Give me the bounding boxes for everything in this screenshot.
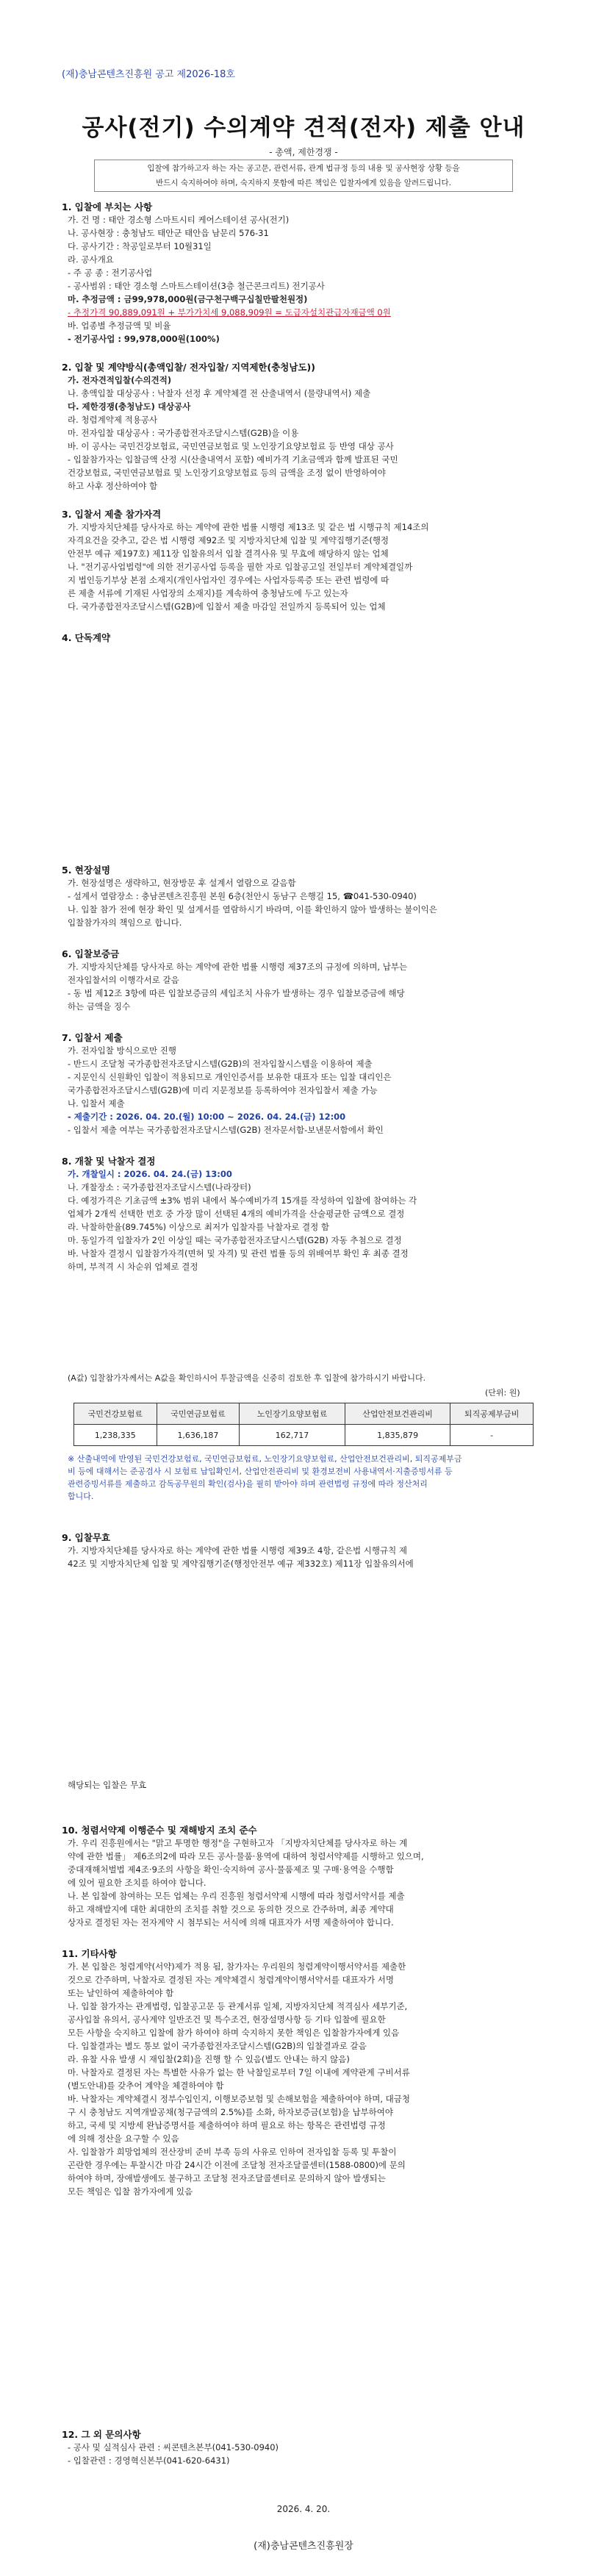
s7-item: - 반드시 조달청 국가종합전자조달시스템(G2B)의 전자입찰시스템을 이용하여 제출 [68,1059,373,1069]
section-3-heading: 3. 입찰서 제출 참가자격 [62,509,162,520]
fee-caution: ※ 산출내역에 반영된 국민건강보험료, 국민연금보험료, 노인장기요양보험료, 산업안전보건관리비, 퇴직공제부금 [68,1454,462,1464]
s1-item: 라. 공사개요 [68,254,114,265]
notice-box-line: 입찰에 참가하고자 하는 자는 공고문, 관련서류, 관계 법규정 등의 내용 및 공사현장 상황 등을 [147,164,460,173]
s5-item: - 설계서 열람장소 : 충남콘텐츠진흥원 본원 6층(천안시 동남구 은행길 15, ☎041-530-0940) [68,891,417,901]
s11-item: 모든 사항을 숙지하고 입찰에 참가 하여야 하며 숙지하지 못한 책임은 입찰참가자에게 있음 [68,2028,400,2038]
s8-item: 라. 낙찰하한율(89.745%) 이상으로 최저가 입찰자를 낙찰자로 결정 함 [68,1222,329,1232]
table-header-cell: 퇴직공제부금비 [450,1403,534,1425]
s5-item: 가. 현장설명은 생략하고, 현장방문 후 설계서 열람으로 갈음함 [68,878,296,888]
notice-number: (재)충남콘텐츠진흥원 공고 제2026-18호 [62,69,235,80]
s2-item: 마. 전자입찰 대상공사 : 국가종합전자조달시스템(G2B)을 이용 [68,428,299,438]
s1-item: 가. 건 명 : 태안 경소형 스마트시티 케어스테이션 공사(전기) [68,215,290,225]
s8-item: 마. 동일가격 입찰자가 2인 이상일 때는 국가종합전자조달시스템(G2B) 자동 추첨으로 결정 [68,1235,402,1245]
s2-item: 다. 제한경쟁(충청남도) 대상공사 [68,401,191,412]
table-header-cell: 노인장기요양보험료 [240,1403,345,1425]
s11-item: 또는 날인하여 제출하여야 함 [68,1988,174,1998]
s6-item: 가. 지방자치단체를 당사자로 하는 계약에 관한 법률 시행령 제37조의 규정에 의하며, 납부는 [68,962,408,972]
unit-label: (단위: 원) [485,1388,520,1398]
s9-item: 해당되는 입찰은 무효 [68,1780,147,1790]
s10-item: 약에 관한 법률」 제6조의2에 따라 모든 공사·물품·용역에 대하여 청렴서약제를 시행하고 있으며, [68,1851,424,1861]
s12-item: - 공사 및 실적심사 관련 : 씨콘텐츠본부(041-530-0940) [68,2442,279,2452]
s10-item: 나. 본 입찰에 참여하는 모든 업체는 우리 진흥원 청렴서약제 시행에 따라 청렴서약서를 제출 [68,1891,405,1901]
s6-item: - 동 법 제12조 3항에 따른 입찰보증금의 세입조치 사유가 발생하는 경우 입찰보증금에 해당 [68,988,405,998]
s2-item: 하고 사후 정산하여야 함 [68,481,158,491]
s10-item: 중대재해처벌법 제4조·9조의 사항을 확인·숙지하여 공사·물품제조 및 구매·용역을 수행함 [68,1864,394,1875]
table-cell: 1,636,187 [157,1425,240,1446]
s2-item: 바. 이 공사는 국민건강보험료, 국민연금보험료 및 노인장기요양보험료 등 반영 대상 공사 [68,441,394,451]
estimate-amount: 마. 추정금액 : 금99,978,000원(금구천구백구십칠만팔천원정) [68,294,308,304]
s1-item: 바. 업종별 추정금액 및 비율 [68,321,171,331]
s8-item: 나. 개찰장소 : 국가종합전자조달시스템(나라장터) [68,1182,251,1192]
s2-item: 건강보험료, 국민연금보험료 및 노인장기요양보험료 등의 금액을 조정 없이 반영하여야 [68,468,386,478]
s10-item: 가. 우리 진흥원에서는 "맑고 투명한 행정"을 구현하고자 「지방자치단체를 당사자로 하는 계 [68,1838,408,1848]
page-title: 공사(전기) 수의계약 견적(전자) 제출 안내 [82,115,525,141]
s2-item: 가. 전자견적입찰(수의견적) [68,375,172,385]
table-cell: 1,238,335 [74,1425,157,1446]
s1-item: - 공사범위 : 태안 경소형 스마트스테이션(3층 철근콘크리트) 전기공사 [68,281,325,291]
s10-item: 하고 재해발지에 대한 최대한의 조치를 취할 것으로 동의한 것으로 간주하며, 최종 계약대 [68,1904,394,1914]
s2-item: 나. 총액입찰 대상공사 : 낙찰자 선정 후 계약체결 전 산출내역서 (물량내역서) 제출 [68,388,371,398]
submission-period: - 제출기간 : 2026. 04. 20.(월) 10:00 ~ 2026. 04. 24.(금) 12:00 [68,1112,346,1122]
notice-box-line: 반드시 숙지하여야 하며, 숙지하지 못함에 따른 책임은 입찰자에게 있음을 알려드립니다. [156,179,451,187]
s7-item: - 지문인식 신원확인 입찰이 적용되므로 개인인증서를 보유한 대표자 또는 입찰 대리인은 [68,1072,392,1082]
s8-item: 하며, 부적격 시 차순위 업체로 결정 [68,1262,198,1272]
section-11-heading: 11. 기타사항 [62,1948,117,1959]
estimate-detail: - 추정가격 90,889,091원 + 부가가치세 9,088,909원 = 도급자설치관급자재금액 0원 [68,307,391,318]
section-6-heading: 6. 입찰보증금 [62,948,120,959]
table-header-cell: 국민건강보험료 [74,1403,157,1425]
issuer-name: (재)충남콘텐츠진흥원장 [254,2541,353,2552]
s9-item: 42조 및 지방자치단체 입찰 및 계약집행기준(행정안전부 예규 제332호) 제11장 입찰유의서에 [68,1559,414,1569]
s11-item: 곤란한 경우에는 투찰시간 마감 24시간 이전에 조달청 전자조달콜센터(1588-0800)에 문의 [68,2160,406,2170]
section-1-heading: 1. 입찰에 부치는 사항 [62,201,153,212]
s6-item: 하는 금액을 징수 [68,1001,131,1012]
s9-item: 가. 지방자치단체를 당사자로 하는 계약에 관한 법률 시행령 제39조 4항, 같은법 시행규칙 제 [68,1545,407,1556]
table-cell: 162,717 [240,1425,345,1446]
s11-item: 하여야 하며, 장애발생에도 불구하고 조달청 전자조달콜센터로 문의하지 않아 발생되는 [68,2173,386,2183]
s6-item: 전자입찰서의 이행각서로 갈음 [68,975,179,985]
table-cell: - [450,1425,534,1446]
s11-item: (별도안내)를 갖추어 계약을 체결하여야 함 [68,2081,224,2091]
section-2-heading: 2. 입찰 및 계약방식(총액입찰/ 전자입찰/ 지역제한(충청남도)) [62,362,315,373]
s7-item: 가. 전자입찰 방식으로만 진행 [68,1045,176,1056]
table-header-row [74,1403,534,1425]
s11-item: 가. 본 입찰은 청렴계약(서약)제가 적용 됨, 참가자는 우리원의 청렴계약이행서약서를 제출한 [68,1961,406,1972]
s11-item: 나. 입찰 참가자는 관계법령, 입찰공고문 등 관계서류 일체, 지방자치단체 적격심사 세부기준, [68,2001,408,2011]
s7-item: 국가종합전자조달시스템(G2B)에 미리 지문정보를 등록하여야 전자입찰서 제출 가능 [68,1085,378,1095]
fee-caution: 비 등에 대해서는 준공검사 시 보험료 납입확인서, 산업안전관리비 및 환경보전비 사용내역서·지출증빙서류 등 [68,1467,453,1476]
s10-item: 상자로 결정된 자는 전자계약 시 첨부되는 서식에 의해 대표자가 서명 제출하여야 합니다. [68,1917,394,1928]
s12-item: - 입찰관련 : 경영혁신본부(041-620-6431) [68,2455,230,2466]
s11-item: 하고, 국세 및 지방세 완납증명서를 제출하여야 하며 필요로 하는 항목은 관련법령 규정 [68,2120,386,2130]
fee-caution: 합니다. [68,1492,94,1501]
page-subtitle: - 총액, 제한경쟁 - [269,147,338,157]
s1-base: - 전기공사업 : 99,978,000원(100%) [68,334,220,344]
s5-item: 나. 입찰 참가 전에 현장 확인 및 설계서를 열람하시기 바라며, 이를 확인하지 않아 발생하는 불이익은 [68,904,437,915]
s5-item: 입찰참가자의 책임으로 합니다. [68,917,182,928]
table-header-cell: 산업안전보건관리비 [345,1403,450,1425]
insurance-fee-table [73,1403,534,1446]
s3-item: 나. "전기공사업법령"에 의한 전기공사업 등록을 필한 자로 입찰공고일 전일부터 계약체결일까 [68,562,413,572]
s10-item: 에 있어 필요한 조치를 하여야 합니다. [68,1878,206,1888]
s11-item: 마. 낙찰자로 결정된 자는 특별한 사유가 없는 한 낙찰일로부터 7일 이내에 계약관계 구비서류 [68,2067,410,2078]
s11-item: 모든 책임은 입찰 참가자에게 있음 [68,2186,193,2197]
opening-time: 가. 개찰일시 : 2026. 04. 24.(금) 13:00 [68,1169,232,1179]
s11-item: 것으로 간주하며, 낙찰자로 결정된 자는 계약체결시 청렴계약이행서약서를 대표자가 서명 [68,1975,394,1985]
s1-item: - 주 공 종 : 전기공사업 [68,268,153,278]
s3-item: 가. 지방자치단체를 당사자로 하는 계약에 관한 법률 시행령 제13조 및 같은 법 시행규칙 제14조의 [68,522,429,532]
s7-item: - 입찰서 제출 여부는 국가종합전자조달시스템(G2B) 전자문서함-보낸문서함에서 확인 [68,1125,384,1135]
notice-date: 2026. 4. 20. [276,2504,331,2514]
fee-caution: 관련증빙서류를 제출하고 감독공무원의 확인(검사)을 필히 받아야 하며 관련법령 규정에 따라 정산처리 [68,1479,428,1489]
s11-item: 사. 입찰참가 희망업체의 전산장비 준비 부족 등의 사유로 인하여 전자입찰 등록 및 투찰이 [68,2147,397,2157]
s11-item: 라. 유찰 사유 발생 시 재입찰(2회)을 진행 할 수 있음(별도 안내는 하지 않음) [68,2054,350,2064]
s11-item: 구 시 충청남도 지역개발공채(청구금액의 2.5%)를 소화, 하자보증금(보험)을 납부하여야 [68,2107,393,2117]
s1-item: 나. 공사현장 : 충청남도 태안군 태안읍 남문리 576-31 [68,228,269,238]
s3-item: 자격요건을 갖추고, 같은 법 시행령 제92조 및 지방자치단체 입찰 및 계약집행기준(행정 [68,535,389,545]
s11-item: 바. 낙찰자는 계약체결시 정부수입인지, 이행보증보험 및 손해보험을 제출하여야 하며, 대금청 [68,2094,411,2104]
section-8-heading: 8. 개찰 및 낙찰자 결정 [62,1156,156,1167]
section-10-heading: 10. 청렴서약제 이행준수 및 재해방지 조치 준수 [62,1825,257,1836]
s8-item: 업체가 2개씩 선택한 번호 중 가장 많이 선택된 4개의 예비가격을 산술평균한 금액으로 결정 [68,1209,405,1219]
s11-item: 다. 입찰결과는 별도 통보 없이 국가종합전자조달시스템(G2B)의 입찰결과로 갈음 [68,2041,367,2051]
table-header-cell: 국민연금보험료 [157,1403,240,1425]
s3-item: 른 제출 서류에 기재된 사업장의 소재지)를 계속하여 충청남도에 두고 있는자 [68,588,348,598]
s3-item: 안전부 예규 제197호) 제11장 입찰유의서 입찰 결격사유 및 무효에 해당하지 않는 업체 [68,548,389,559]
section-12-heading: 12. 그 외 문의사항 [62,2429,141,2440]
s3-item: 지 법인등기부상 본점 소재지(개인사업자인 경우에는 사업자등록증 또는 관련 법령에 따 [68,575,389,585]
section-4-heading: 4. 단독계약 [62,632,111,643]
s11-item: 공사입찰 유의서, 공사계약 일반조건 및 특수조건, 현장설명사항 등 기타 입찰에 필요한 [68,2014,386,2025]
s2-item: - 입찰참가자는 입찰금액 산정 시(산출내역서 포함) 예비가격 기초금액과 함께 발표된 국민 [68,454,398,465]
notice-box [94,160,513,192]
s1-item: 다. 공사기간 : 착공일로부터 10월31일 [68,241,212,251]
table-cell: 1,835,879 [345,1425,450,1446]
s2-item: 라. 청렴계약제 적용공사 [68,415,158,425]
section-9-heading: 9. 입찰무효 [62,1532,111,1543]
section-5-heading: 5. 현장설명 [62,865,111,876]
s3-item: 다. 국가종합전자조달시스템(G2B)에 입찰서 제출 마감일 전일까지 등록되어 있는 업체 [68,601,386,612]
section-7-heading: 7. 입찰서 제출 [62,1032,123,1043]
fee-note: (A값) 입찰참가자께서는 A값을 확인하시어 투찰금액을 신중히 검토한 후 입찰에 참가하시기 바랍니다. [68,1373,426,1383]
s11-item: 에 의해 정산을 요구할 수 있음 [68,2133,179,2144]
s8-item: 다. 예정가격은 기초금액 ±3% 범위 내에서 복수예비가격 15개를 작성하여 입찰에 참여하는 각 [68,1195,417,1206]
s7-item: 나. 입찰서 제출 [68,1098,125,1109]
s8-item: 바. 낙찰자 결정시 입찰참가자격(면허 및 자격) 및 관련 법률 등의 위배여부 확인 후 최종 결정 [68,1248,409,1259]
table-row [74,1425,534,1446]
